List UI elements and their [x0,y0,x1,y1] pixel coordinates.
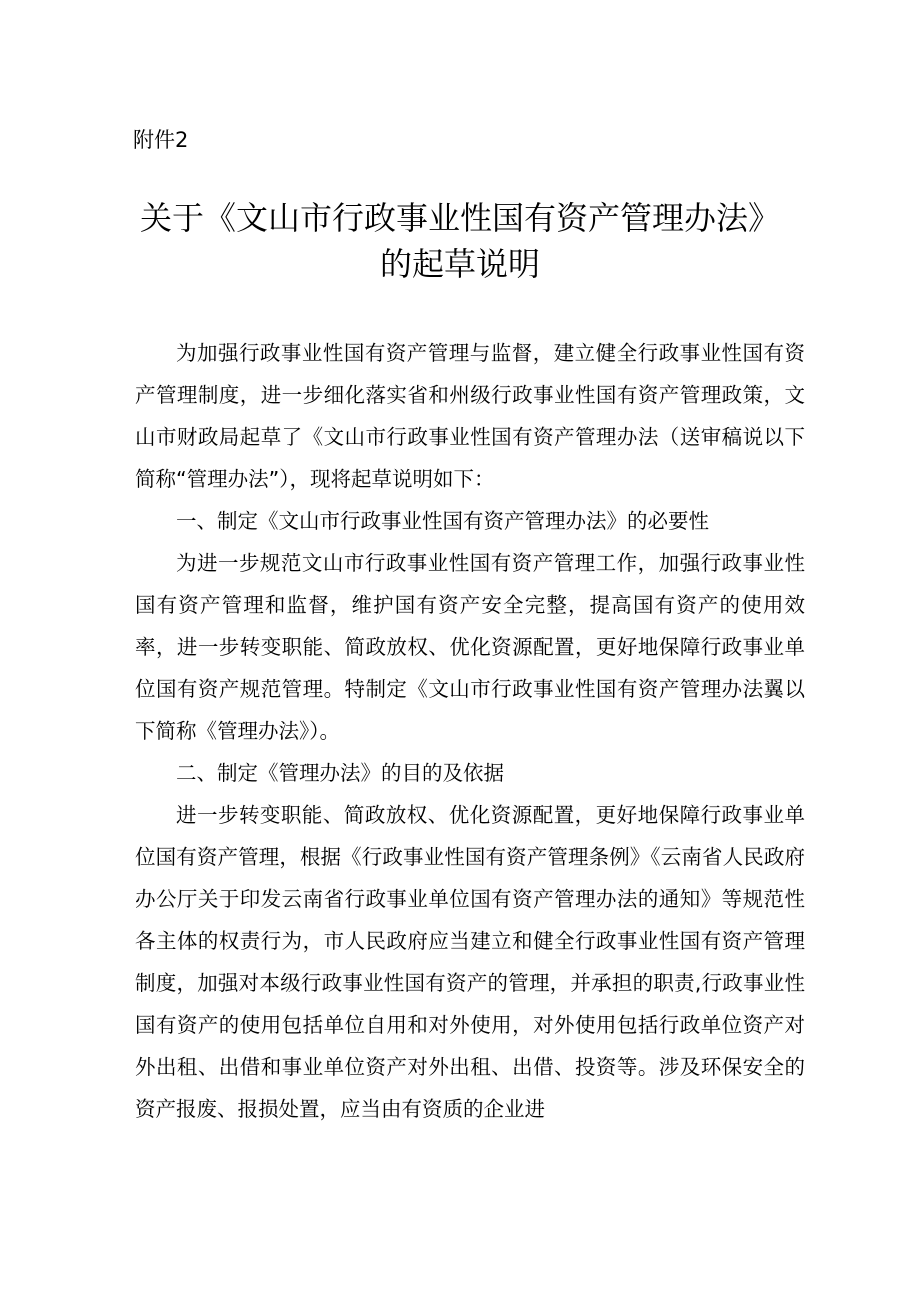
document-title-line-2: 的起草说明 [379,245,540,283]
necessity-paragraph: 为进一步规范文山市行政事业性国有资产管理工作，加强行政事业性国有资产管理和监督，维护国有资产安全完整，提高国有资产的使用效率，进一步转变职能、简政放权、优化资源配置，更好地保障行政事业单位国有资产规范管理。特制定《文山市行政事业性国有资产管理办法翼以下简称《管理办法》）。 [135,551,805,743]
section-heading-purpose-basis: 二、制定《管理办法》的目的及依据 [176,761,504,785]
document-title-line-1: 关于《文山市行政事业性国有资产管理办法》 [139,199,780,237]
intro-paragraph: 为加强行政事业性国有资产管理与监督，建立健全行政事业性国有资产管理制度，进一步细化落实省和州级行政事业性国有资产管理政策，文山市财政局起草了《文山市行政事业性国有资产管理办法（送审稿说以下简称“管理办法”），现将起草说明如下： [135,341,805,491]
section-heading-necessity: 一、制定《文山市行政事业性国有资产管理办法》的必要性 [176,509,709,533]
document-body [135,332,805,1130]
purpose-basis-paragraph: 进一步转变职能、简政放权、优化资源配置，更好地保障行政事业单位国有资产管理，根据《行政事业性国有资产管理条例》《云南省人民政府办公厅关于印发云南省行政事业单位国有资产管理办法的通知》等规范性各主体的权责行为，市人民政府应当建立和健全行政事业性国有资产管理制度，加强对本级行政事业性国有资产的管理，并承担的职责,行政事业性国有资产的使用包括单位自用和对外使用，对外使用包括行政单位资产对外出租、出借和事业单位资产对外出租、出借、投资等。涉及环保安全的资产报废、报损处置，应当由有资质的企业进 [135,803,805,1121]
attachment-label: 附件2 [133,128,189,152]
